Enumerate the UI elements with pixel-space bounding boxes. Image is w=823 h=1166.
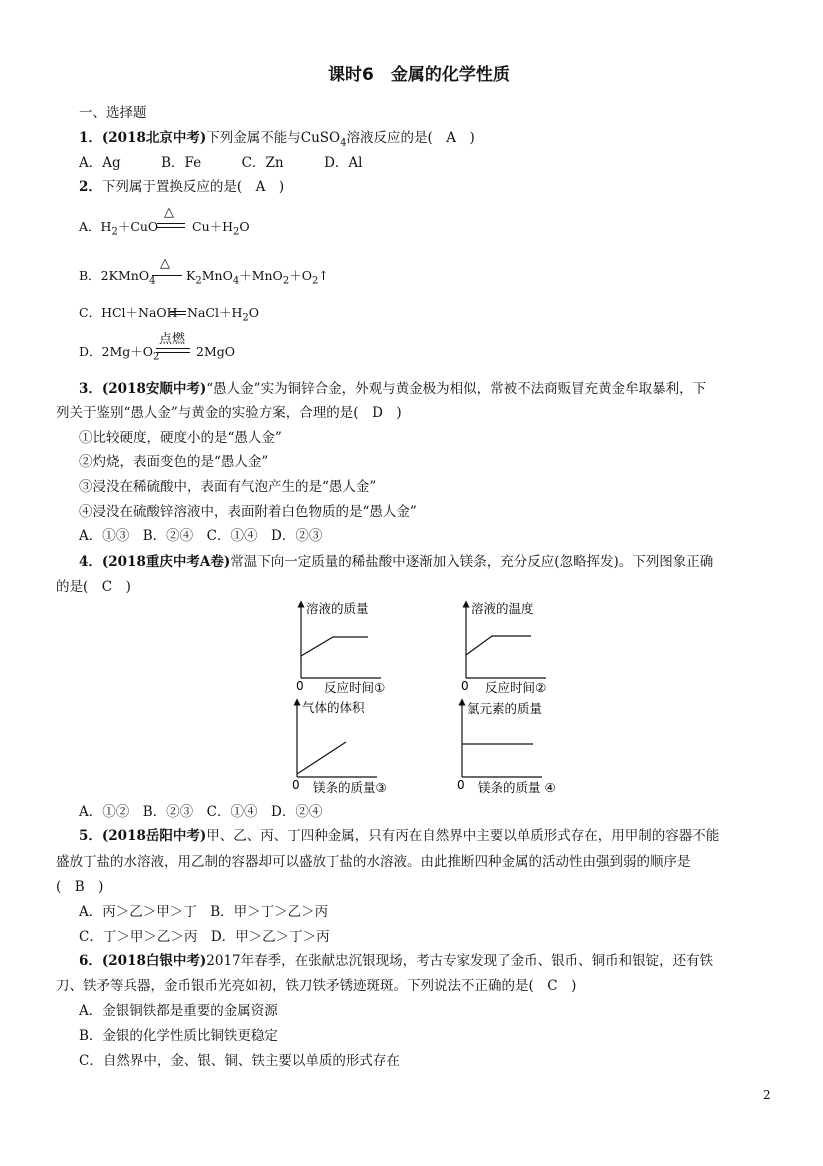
question-4-line1 [79, 556, 713, 570]
arrow-line [152, 275, 182, 276]
equals-line [157, 223, 185, 224]
question-3-line1 [79, 383, 706, 397]
question-source: (2018岳阳中考) [101, 828, 207, 844]
graph-3 [292, 700, 387, 795]
subscript: 2 [195, 275, 202, 287]
graph-3-curve [297, 742, 346, 774]
question-5-line2: 盛放丁盐的水溶液，用乙制的容器却可以盛放丁盐的水溶液。由此推断四种金属的活动性由强到弱的顺序是 [56, 854, 691, 870]
graph-2-ylabel: 溶液的温度 [471, 601, 534, 616]
graph-4 [457, 701, 556, 795]
question-4-line2: 的是( C ) [56, 579, 131, 595]
subscript: 4 [340, 137, 347, 149]
stem-text: 下列属于置换反应的是( A ) [101, 179, 285, 195]
option-a-products [192, 221, 250, 238]
graph-2 [461, 601, 546, 695]
question-3-item-4: ④浸没在硫酸锌溶液中，表面附着白色物质的是“愚人金” [79, 504, 417, 520]
page-title: 课时6 金属的化学性质 [328, 65, 510, 85]
eq-text: B．2KMnO [79, 268, 150, 283]
eq-text: ＋CuO [117, 219, 159, 234]
graph-1-curve [301, 637, 368, 656]
question-5-line1 [79, 830, 719, 844]
stem-text: 甲、乙、丙、丁四种金属，只有丙在自然界中主要以单质形式存在，用甲制的容器不能 [206, 828, 720, 844]
eq-text: K [186, 268, 196, 283]
condition-heat: △ [164, 205, 174, 220]
graph-1-xlabel: 反应时间① [324, 680, 386, 695]
question-3-options: A．①③ B．②④ C．①④ D．②③ [79, 528, 323, 544]
question-3-line2: 列关于鉴别“愚人金”与黄金的实验方案，合理的是( D ) [56, 405, 402, 421]
eq-text: D．2Mg＋O [79, 344, 154, 359]
question-number: 6． [79, 953, 102, 969]
equals-line [170, 314, 186, 315]
eq-text: O [239, 219, 250, 234]
section-heading: 一、选择题 [79, 105, 147, 121]
option-c-products [187, 307, 259, 324]
question-number: 3． [79, 381, 102, 397]
eq-text: ＋O [289, 268, 312, 283]
eq-text: O [248, 305, 259, 320]
eq-text: ↑ [318, 268, 329, 283]
eq-text: C．HCl＋NaOH [79, 305, 178, 320]
option-b-equation [79, 270, 155, 287]
subscript: 2 [153, 351, 160, 363]
stem-text: 2017年春季，在张献忠沉银现场，考古专家发现了金币、银币、铜币和银锭，还有铁 [206, 953, 714, 969]
equals-line [156, 348, 190, 349]
question-6-line2: 刀、铁矛等兵器，金币银币光亮如初，铁刀铁矛锈迹斑斑。下列说法不正确的是( C ) [56, 978, 577, 994]
page-number: 2 [763, 1088, 771, 1102]
question-6-option-a: A．金银铜铁都是重要的金属资源 [79, 1003, 278, 1019]
option-b-products [186, 270, 329, 287]
graph-2-xlabel: 反应时间② [485, 680, 547, 695]
question-5-options-1: A．丙＞乙＞甲＞丁 B．甲＞丁＞乙＞丙 [79, 904, 329, 920]
question-source: (2018白银中考) [101, 953, 207, 969]
subscript: 2 [282, 275, 290, 287]
eq-text: Cu＋H [192, 219, 234, 234]
question-5-line3: ( B ) [56, 879, 104, 895]
question-2-stem [79, 181, 284, 195]
question-1-options: A．Ag B．Fe C．Zn D．Al [79, 155, 363, 171]
subscript: 2 [242, 312, 249, 324]
equals-line [157, 227, 185, 228]
question-4-graphs [0, 596, 823, 806]
stem-text: “愚人金”实为铜锌合金，外观与黄金极为相似，常被不法商贩冒充黄金牟取暴利，下 [206, 381, 707, 397]
eq-text: NaCl＋H [187, 305, 243, 320]
question-4-options: A．①② B．②③ C．①④ D．②④ [79, 804, 323, 820]
question-source: (2018安顺中考) [101, 381, 207, 397]
subscript: 2 [311, 275, 319, 287]
eq-text: ＋MnO [239, 268, 283, 283]
graph-1-ylabel: 溶液的质量 [306, 601, 369, 616]
question-3-item-2: ②灼烧，表面变色的是“愚人金” [79, 454, 269, 470]
graph-4-ylabel: 氯元素的质量 [467, 701, 543, 716]
eq-text: MnO [201, 268, 233, 283]
option-d-products: 2MgO [196, 344, 236, 359]
option-d-equation [79, 346, 159, 363]
eq-text: A．H [79, 219, 112, 234]
graph-1 [296, 601, 385, 695]
condition-heat: △ [160, 256, 170, 271]
graph-2-origin: 0 [461, 679, 469, 693]
question-1-stem [79, 132, 475, 149]
option-a-equation [79, 221, 158, 238]
subscript: 2 [233, 226, 240, 238]
question-source: (2018北京中考) [101, 130, 207, 146]
graph-3-origin: 0 [292, 778, 300, 792]
stem-text: 常温下向一定质量的稀盐酸中逐渐加入镁条，充分反应(忽略挥发)。下列图象正确 [230, 554, 714, 570]
graph-3-xlabel: 镁条的质量③ [313, 780, 387, 795]
equals-line [156, 352, 190, 353]
equals-line [170, 311, 186, 312]
graph-4-origin: 0 [457, 778, 465, 792]
question-source: (2018重庆中考A卷) [101, 554, 231, 570]
question-6-option-c: C．自然界中，金、银、铜、铁主要以单质的形式存在 [79, 1053, 400, 1069]
question-number: 1． [79, 130, 102, 146]
subscript: 4 [232, 275, 240, 287]
question-6-line1 [79, 955, 713, 969]
question-5-options-2: C．丁＞甲＞乙＞丙 D．甲＞乙＞丁＞丙 [79, 929, 330, 945]
question-number: 4． [79, 554, 102, 570]
condition-ignite: 点燃 [159, 332, 186, 347]
question-3-item-1: ①比较硬度，硬度小的是“愚人金” [79, 430, 282, 446]
graph-1-origin: 0 [296, 679, 304, 693]
option-c-equation [79, 307, 178, 320]
question-6-option-b: B．金银的化学性质比铜铁更稳定 [79, 1028, 278, 1044]
stem-text: 溶液反应的是( A ) [346, 130, 475, 146]
subscript: 2 [111, 226, 118, 238]
question-number: 5． [79, 828, 102, 844]
stem-text: 下列金属不能与CuSO [206, 130, 341, 146]
graph-3-ylabel: 气体的体积 [302, 700, 365, 715]
graph-4-xlabel: 镁条的质量 ④ [478, 780, 556, 795]
question-number: 2． [79, 179, 102, 195]
question-3-item-3: ③浸没在稀硫酸中，表面有气泡产生的是“愚人金” [79, 479, 377, 495]
graph-2-curve [466, 636, 531, 655]
subscript: 4 [149, 275, 156, 287]
